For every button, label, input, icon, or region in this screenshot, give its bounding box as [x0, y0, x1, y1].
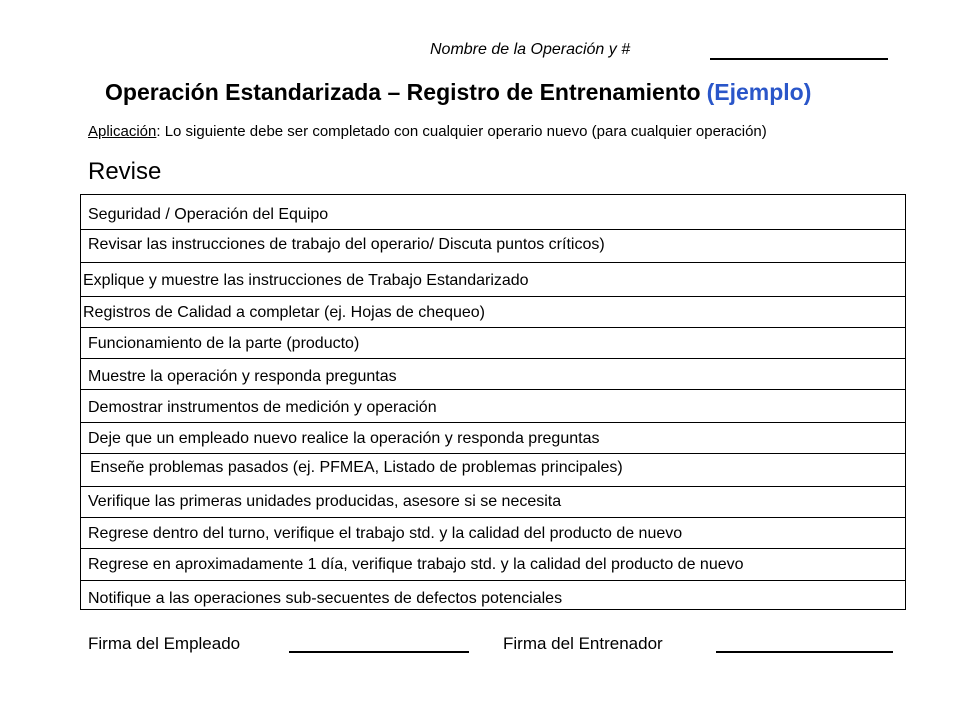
row-divider [80, 229, 906, 230]
row-divider [80, 517, 906, 518]
checklist-item: Seguridad / Operación del Equipo [88, 206, 329, 223]
employee-signature-field[interactable] [289, 651, 469, 653]
checklist-item: Revisar las instrucciones de trabajo del operario/ Discuta puntos críticos) [88, 236, 605, 253]
checklist-item: Explique y muestre las instrucciones de Trabajo Estandarizado [83, 272, 529, 289]
row-divider [80, 358, 906, 359]
row-divider [80, 548, 906, 549]
review-heading: Revise [88, 158, 162, 185]
row-divider [80, 422, 906, 423]
row-divider [80, 262, 906, 263]
checklist-item: Funcionamiento de la parte (producto) [88, 335, 360, 352]
checklist-item: Demostrar instrumentos de medición y operación [88, 399, 437, 416]
row-divider [80, 580, 906, 581]
checklist-item: Registros de Calidad a completar (ej. Hojas de chequeo) [83, 304, 485, 321]
checklist-item: Muestre la operación y responda preguntas [88, 368, 397, 385]
title-example: (Ejemplo) [706, 79, 812, 105]
trainer-signature-label: Firma del Entrenador [503, 634, 663, 653]
row-divider [80, 327, 906, 328]
row-divider [80, 453, 906, 454]
employee-signature-label: Firma del Empleado [88, 634, 241, 653]
checklist-left-border [80, 194, 81, 609]
checklist-item: Enseñe problemas pasados (ej. PFMEA, Listado de problemas principales) [90, 459, 623, 476]
checklist-item: Deje que un empleado nuevo realice la operación y responda preguntas [88, 430, 600, 447]
application-text: : Lo siguiente debe ser completado con cualquier operario nuevo (para cualquier operación) [156, 123, 767, 140]
checklist-item: Regrese dentro del turno, verifique el trabajo std. y la calidad del producto de nuevo [88, 525, 683, 542]
title-text: Operación Estandarizada – Registro de Entrenamiento [105, 79, 701, 105]
row-divider [80, 609, 906, 610]
checklist-item: Notifique a las operaciones sub-secuentes de defectos potenciales [88, 590, 563, 607]
checklist-item: Regrese en aproximadamente 1 día, verifique trabajo std. y la calidad del producto de nuevo [88, 556, 744, 573]
checklist-right-border [905, 194, 906, 609]
row-divider [80, 486, 906, 487]
checklist-item: Verifique las primeras unidades producidas, asesore si se necesita [88, 493, 562, 510]
trainer-signature-field[interactable] [716, 651, 893, 653]
application-label: Aplicación [88, 123, 157, 140]
row-divider [80, 194, 906, 195]
row-divider [80, 389, 906, 390]
row-divider [80, 296, 906, 297]
operation-name-label: Nombre de la Operación y # [430, 41, 631, 58]
